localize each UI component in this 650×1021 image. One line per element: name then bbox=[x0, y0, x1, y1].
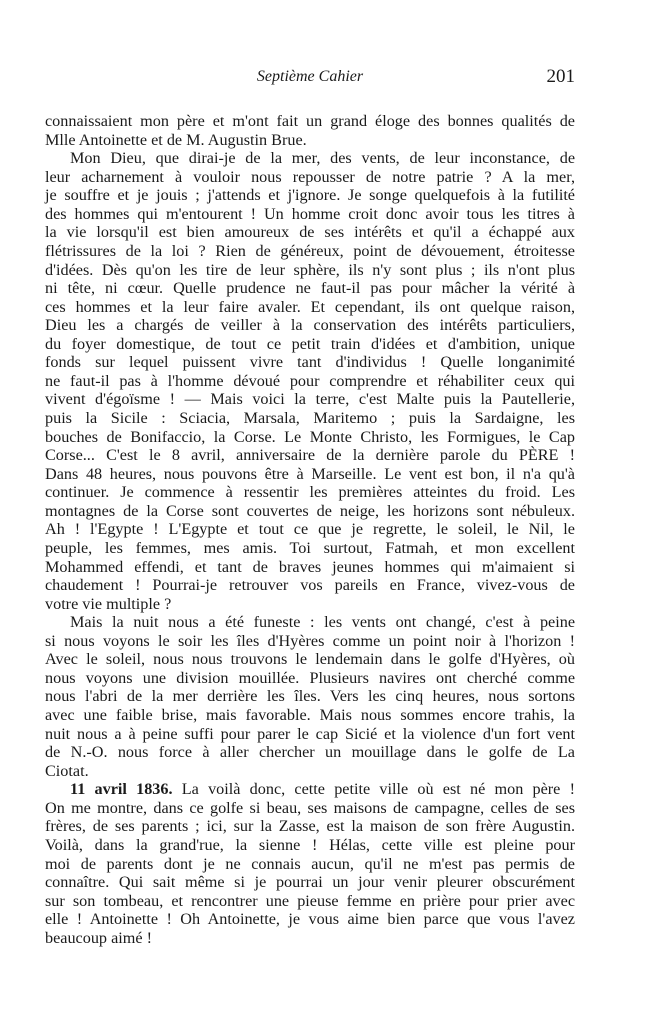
text-line: nous voyons une division mouillée. Plusieurs navires ont cherché comme bbox=[45, 668, 575, 687]
paragraph bbox=[45, 780, 575, 947]
text-line: Avec le soleil, nous nous trouvons le lendemain dans le golfe d'Hyères, où bbox=[45, 650, 575, 669]
text-line: nuit nous a à peine suffi pour parer le cap Sicié et la violence d'un fort vent bbox=[45, 724, 575, 743]
text-line: On me montre, dans ce golfe si beau, ses maisons de campagne, celles de ses bbox=[45, 798, 575, 817]
text-line: connaître. Qui sait même si je pourrai un jour venir pleurer obscurément bbox=[45, 873, 575, 892]
text-line: continuer. Je commence à ressentir les premières atteintes du froid. Les bbox=[45, 483, 575, 502]
paragraph bbox=[45, 112, 575, 149]
text-line: la vie lorsqu'il est bien amoureux de ses intérêts et qu'il a échappé aux bbox=[45, 223, 575, 242]
text-line: Voilà, dans la grand'rue, la sienne ! Hélas, cette ville est pleine pour bbox=[45, 835, 575, 854]
line-text: La voilà donc, cette petite ville où est né mon père ! bbox=[172, 780, 575, 799]
text-line: avec une faible brise, mais favorable. Mais nous sommes encore trahis, la bbox=[45, 706, 575, 724]
text-line: de N.-O. nous force à aller chercher un mouillage dans le golfe de La bbox=[45, 743, 575, 762]
text-line: du foyer domestique, de tout ce petit train d'idées et d'ambition, unique bbox=[45, 334, 575, 353]
text-line: chaudement ! Pourrai-je retrouver vos pareils en France, vivez-vous de bbox=[45, 576, 575, 595]
text-line: des hommes qui m'entourent ! Un homme croit donc avoir tous les titres à bbox=[45, 204, 575, 223]
text-line: ne faut-il pas à l'homme dévoué pour comprendre et réhabiliter ceux qui bbox=[45, 371, 575, 390]
page-header bbox=[45, 66, 575, 90]
text-line: votre vie multiple ? bbox=[45, 594, 172, 613]
text-line: ni tête, ni cœur. Quelle prudence ne faut-il pas pour mâcher la vérité à bbox=[45, 279, 575, 298]
text-line: elle ! Antoinette ! Oh Antoinette, je vous aime bien parce que vous l'avez bbox=[45, 910, 575, 929]
text-line: leur acharnement à vouloir nous repousser de notre patrie ? A la mer, bbox=[45, 167, 575, 186]
entry-date: 11 avril 1836. bbox=[70, 780, 173, 799]
text-line: Dieu les a chargés de veiller à la conservation des intérêts particuliers, bbox=[45, 316, 575, 335]
text-line: puis la Sicile : Sciacia, Marsala, Maritemo ; puis la Sardaigne, les bbox=[45, 409, 575, 427]
text-line: fonds sur lequel puissent vivre tant d'individus ! Quelle longanimité bbox=[45, 353, 575, 372]
text-line: vivent d'égoïsme ! — Mais voici la terre, c'est Malte puis la Pautellerie, bbox=[45, 390, 575, 409]
text-line: Corse... C'est le 8 avril, anniversaire de la dernière parole du PÈRE ! bbox=[45, 446, 575, 465]
paragraph bbox=[45, 613, 575, 780]
text-line: beaucoup aimé ! bbox=[45, 928, 152, 947]
text-line: flétrissures de la loi ? Rien de généreux, point de dévouement, étroitesse bbox=[45, 241, 575, 260]
text-line: nous l'abri de la mer derrière les îles. Vers les cinq heures, nous sortons bbox=[45, 687, 575, 706]
text-line: Ciotat. bbox=[45, 761, 89, 780]
text-line: moi de parents dont je ne connais aucun, qu'il ne m'est pas permis de bbox=[45, 854, 575, 873]
text-line: montagnes de la Corse sont couvertes de neige, les horizons sont nébuleux. bbox=[45, 501, 575, 520]
page-number: 201 bbox=[546, 66, 575, 87]
text-line: Mon Dieu, que dirai-je de la mer, des vents, de leur inconstance, de bbox=[70, 149, 575, 168]
text-line: peuple, les femmes, mes amis. Toi surtout, Fatmah, et mon excellent bbox=[45, 538, 575, 557]
text-line: Mohammed effendi, et tant de braves jeunes hommes qui m'aimaient si bbox=[45, 557, 575, 576]
text-line: Mlle Antoinette et de M. Augustin Brue. bbox=[45, 130, 307, 149]
paragraph bbox=[45, 149, 575, 613]
text-line: si nous voyons le soir les îles d'Hyères comme un point noir à l'horizon ! bbox=[45, 631, 575, 650]
text-line: sur son tombeau, et rencontrer une pieuse femme en prière pour prier avec bbox=[45, 891, 575, 910]
text-line: je souffre et je jouis ; j'attends et j'ignore. Je songe quelquefois à la futilité bbox=[45, 186, 575, 205]
text-line: bouches de Bonifaccio, la Corse. Le Monte Christo, les Formigues, le Cap bbox=[45, 427, 575, 446]
page-body bbox=[45, 112, 575, 947]
text-line: Dans 48 heures, nous pouvons être à Marseille. Le vent est bon, il n'a qu'à bbox=[45, 464, 575, 483]
text-line bbox=[45, 780, 575, 799]
text-line: ces hommes et la leur faire avaler. Et cependant, ils ont quelque raison, bbox=[45, 297, 575, 316]
text-line: d'idées. Dès qu'on les tire de leur sphère, ils n'y sont plus ; ils n'ont plus bbox=[45, 260, 575, 279]
text-line: Mais la nuit nous a été funeste : les vents ont changé, c'est à peine bbox=[70, 613, 575, 632]
text-line: connaissaient mon père et m'ont fait un grand éloge des bonnes qualités de bbox=[45, 112, 575, 130]
text-line: frères, de ses parents ; ici, sur la Zasse, est la maison de son frère Augustin. bbox=[45, 817, 575, 836]
running-title: Septième Cahier bbox=[256, 68, 364, 85]
text-line: Ah ! l'Egypte ! L'Egypte et tout ce que je regrette, le soleil, le Nil, le bbox=[45, 520, 575, 539]
